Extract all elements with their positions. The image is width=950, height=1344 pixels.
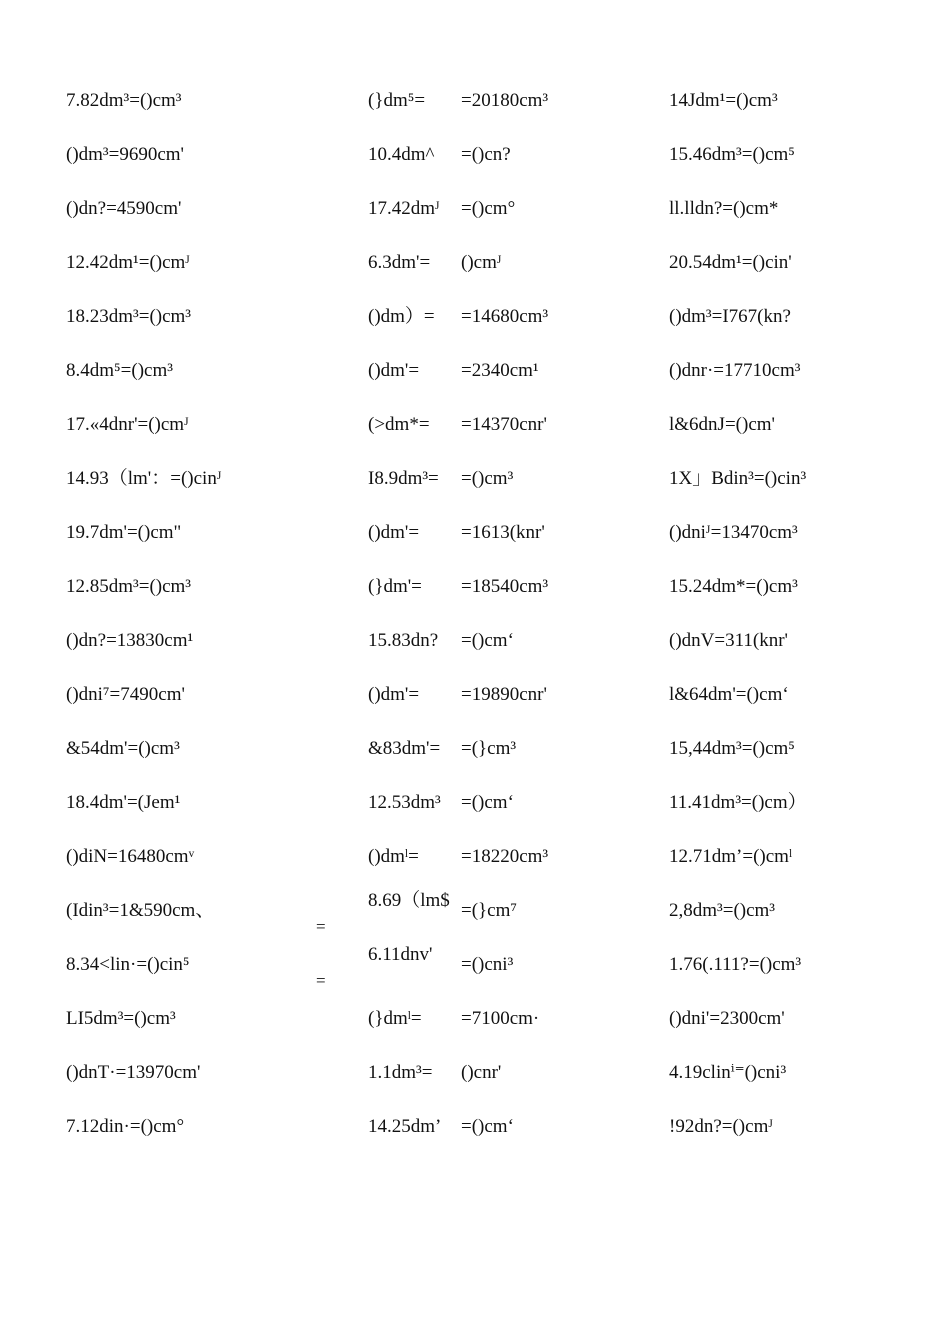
problem-row xyxy=(0,1112,950,1142)
problem-col-1: 17.«4dnr'=()cmᴶ xyxy=(66,414,189,435)
problem-col-2: (}dm⁵= xyxy=(368,90,426,111)
problem-row xyxy=(0,140,950,170)
problem-col-3: !92dn?=()cmᴶ xyxy=(669,1116,774,1137)
problem-col-2-result: =18220cm³ xyxy=(461,846,549,867)
problem-col-2: ()dmˡ= xyxy=(368,846,419,867)
problem-col-3: ()dni'=2300cm' xyxy=(669,1008,785,1029)
problem-col-1: ()dnT·=13970cm' xyxy=(66,1062,201,1083)
problem-col-1: ()dn?=13830cm¹ xyxy=(66,630,194,651)
problem-col-3: 15.24dm*=()cm³ xyxy=(669,576,798,597)
problem-row xyxy=(0,248,950,278)
problem-col-2-result: =14680cm³ xyxy=(461,306,549,327)
problem-col-2: 14.25dm’ xyxy=(368,1116,442,1137)
problem-row xyxy=(0,302,950,332)
problem-col-3: 2,8dm³=()cm³ xyxy=(669,900,776,921)
problem-col-2-result: =()cm³ xyxy=(461,468,514,489)
problem-col-2: 10.4dm^ xyxy=(368,144,435,165)
problem-col-1: 19.7dm'=()cm" xyxy=(66,522,182,543)
problem-col-2-result: =7100cm· xyxy=(461,1008,540,1029)
problem-col-2: (}dmˡ= xyxy=(368,1008,422,1029)
problem-col-3: ll.lldn?=()cm* xyxy=(669,198,779,219)
problem-col-2-result: =20180cm³ xyxy=(461,90,549,111)
problem-row xyxy=(0,788,950,818)
problem-col-2-result: =1613(knr' xyxy=(461,522,545,543)
problem-col-2-result: =14370cnr' xyxy=(461,414,547,435)
problem-col-2: 1.1dm³= xyxy=(368,1062,433,1083)
problem-col-1: 8.4dm⁵=()cm³ xyxy=(66,360,173,381)
problem-col-2-result: ()cnr' xyxy=(461,1062,502,1083)
problem-col-3: 12.71dm’=()cmˡ xyxy=(669,846,793,867)
problem-col-2: (}dm'= xyxy=(368,576,422,597)
problem-col-2: ()dm'= xyxy=(368,684,420,705)
problem-col-2-result: =()cn? xyxy=(461,144,511,165)
problem-col-2: ()dm'= xyxy=(368,360,420,381)
problem-col-2-result: =()cm‘ xyxy=(461,630,514,651)
stray-equals-mark: = xyxy=(316,917,326,936)
problem-col-2: 17.42dmᴶ xyxy=(368,198,440,219)
problem-col-2-result: ()cmᴶ xyxy=(461,252,502,273)
problem-col-3: ()dniᴶ=13470cm³ xyxy=(669,522,798,543)
problem-row xyxy=(0,680,950,710)
problem-col-3: l&64dm'=()cm‘ xyxy=(669,684,789,705)
problem-col-2: 12.53dm³ xyxy=(368,792,441,813)
problem-col-1: (Idin³=1&590cm、 xyxy=(66,900,215,921)
problem-col-3: ()dm³=I767(kn? xyxy=(669,306,791,327)
problem-col-2-result: =()cm‘ xyxy=(461,1116,514,1137)
problem-col-2-result: =19890cnr' xyxy=(461,684,547,705)
problem-row xyxy=(0,1004,950,1034)
problem-col-2-result: =(}cm³ xyxy=(461,738,517,759)
problem-col-2: 6.3dm'= xyxy=(368,252,431,273)
problem-row xyxy=(0,944,950,980)
problem-col-3: ()dnr·=17710cm³ xyxy=(669,360,801,381)
problem-row xyxy=(0,356,950,386)
problem-col-1: &54dm'=()cm³ xyxy=(66,738,180,759)
problem-col-3: 15,44dm³=()cm⁵ xyxy=(669,738,795,759)
problem-col-1: 7.82dm³=()cm³ xyxy=(66,90,182,111)
problem-col-2: 15.83dn? xyxy=(368,630,439,651)
problem-col-1: 12.42dm¹=()cmᴶ xyxy=(66,252,190,273)
problem-row xyxy=(0,842,950,872)
problem-col-1: 14.93（lm'：=()cinᴶ xyxy=(66,468,222,489)
problem-col-1: ()dm³=9690cm' xyxy=(66,144,184,165)
problem-row xyxy=(0,890,950,926)
problem-col-1: ()dn?=4590cm' xyxy=(66,198,182,219)
problem-col-2: ()dm）= xyxy=(368,306,435,327)
problem-row xyxy=(0,464,950,494)
problem-row xyxy=(0,626,950,656)
problem-col-2: ()dm'= xyxy=(368,522,420,543)
stray-equals-mark: = xyxy=(316,971,326,990)
problem-col-2-result: =()cm° xyxy=(461,198,516,219)
problem-col-3: 20.54dm¹=()cin' xyxy=(669,252,792,273)
problem-row xyxy=(0,734,950,764)
problem-row xyxy=(0,410,950,440)
problem-col-1: 8.34<lin·=()cin⁵ xyxy=(66,954,190,975)
problem-row xyxy=(0,572,950,602)
problem-col-2: (>dm*= xyxy=(368,414,430,435)
problem-row xyxy=(0,194,950,224)
problem-col-2: I8.9dm³= xyxy=(368,468,439,489)
problem-col-3: 11.41dm³=()cm） xyxy=(669,792,807,813)
problem-col-3: 1X」Bdin³=()cin³ xyxy=(669,468,807,489)
problem-row xyxy=(0,1058,950,1088)
problem-col-2-result: =(}cm⁷ xyxy=(461,900,517,921)
problem-col-2-result: =2340cm¹ xyxy=(461,360,539,381)
problem-col-3: ()dnV=311(knr' xyxy=(669,630,788,651)
problem-col-3: l&6dnJ=()cm' xyxy=(669,414,775,435)
problem-col-1: 18.23dm³=()cm³ xyxy=(66,306,192,327)
problem-col-3: 15.46dm³=()cm⁵ xyxy=(669,144,795,165)
problem-col-1: LI5dm³=()cm³ xyxy=(66,1008,176,1029)
problem-col-2: 6.11dnv' xyxy=(368,944,433,965)
problem-col-2: 8.69（lm$ xyxy=(368,890,450,911)
problem-col-1: 7.12din·=()cm° xyxy=(66,1116,185,1137)
problem-col-2: &83dm'= xyxy=(368,738,441,759)
problem-col-1: 18.4dm'=(Jem¹ xyxy=(66,792,181,813)
problem-row xyxy=(0,518,950,548)
problem-col-2-result: =18540cm³ xyxy=(461,576,549,597)
problem-col-3: 4.19clinⁱ⁼()cni³ xyxy=(669,1062,787,1083)
problem-col-1: ()diN=16480cmᵛ xyxy=(66,846,195,867)
problem-row xyxy=(0,86,950,116)
problem-col-3: 1.76(.111?=()cm³ xyxy=(669,954,802,975)
problem-col-1: 12.85dm³=()cm³ xyxy=(66,576,192,597)
problem-col-3: 14Jdm¹=()cm³ xyxy=(669,90,778,111)
problem-col-2-result: =()cni³ xyxy=(461,954,514,975)
problem-col-1: ()dni⁷=7490cm' xyxy=(66,684,185,705)
problem-col-2-result: =()cm‘ xyxy=(461,792,514,813)
